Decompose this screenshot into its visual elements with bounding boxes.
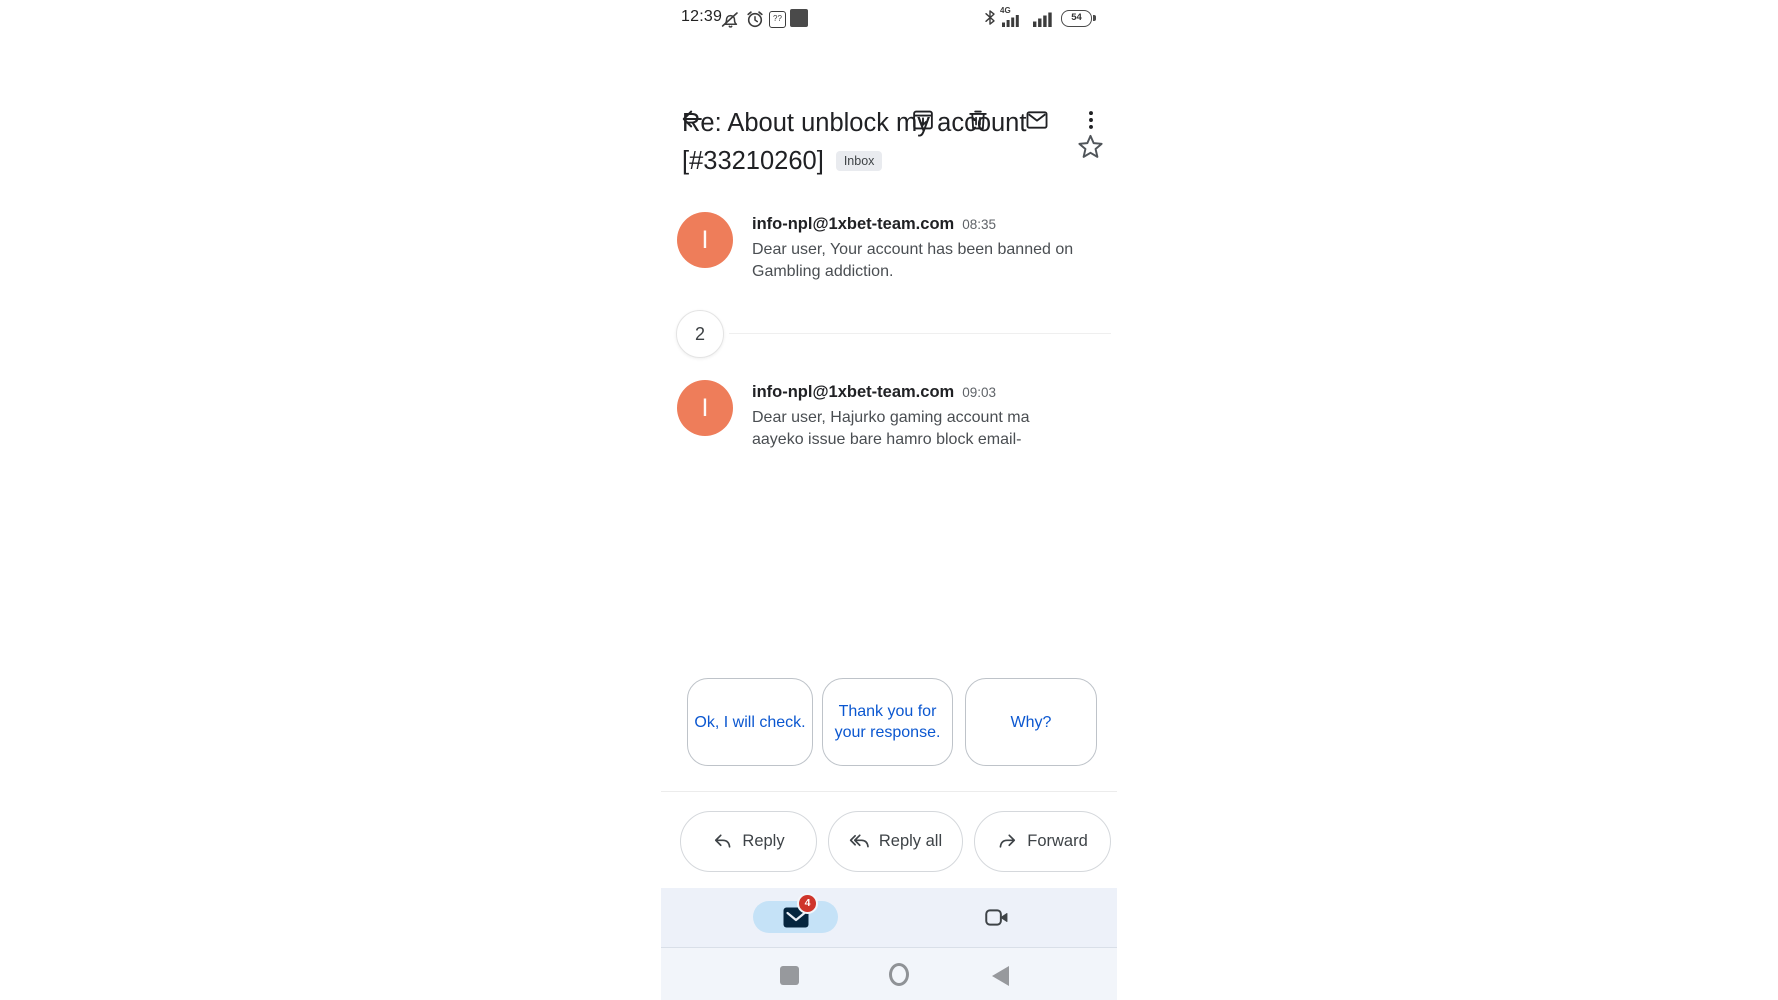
unread-count-badge: 4 [797, 893, 818, 914]
message-time: 09:03 [962, 385, 996, 400]
message-row[interactable] [677, 380, 1101, 450]
tab-meet[interactable] [977, 897, 1017, 937]
forward-label: Forward [1027, 832, 1088, 850]
clock-time: 12:39 [681, 8, 723, 25]
toolbar [661, 48, 1117, 94]
forward-button[interactable] [974, 811, 1111, 872]
home-circle-icon[interactable] [889, 963, 909, 986]
network-type-label: 4G [1000, 6, 1011, 15]
signal-bars-sim2-icon [1033, 11, 1053, 27]
reply-all-label: Reply all [878, 832, 943, 850]
reply-all-button[interactable] [828, 811, 963, 872]
bluetooth-icon [983, 9, 997, 26]
phone-screen [661, 0, 1117, 1000]
app-notification-icon: ?? [769, 11, 786, 28]
battery-icon [1061, 10, 1092, 27]
battery-percent: 54 [1071, 12, 1082, 23]
reply-all-icon [849, 831, 870, 852]
video-camera-icon [985, 908, 1009, 927]
status-bar [661, 0, 1117, 36]
subject-line-1: Re: About unblock my account [682, 109, 1027, 137]
message-time: 08:35 [962, 217, 996, 232]
reply-label: Reply [742, 832, 785, 850]
recents-square-icon[interactable] [780, 966, 799, 985]
reply-button[interactable] [680, 811, 817, 872]
section-divider [661, 791, 1117, 792]
forward-icon [997, 831, 1018, 852]
back-triangle-icon[interactable] [992, 966, 1009, 986]
tab-mail[interactable] [753, 897, 838, 933]
collapsed-count-badge[interactable]: 2 [676, 310, 724, 358]
mute-icon [720, 11, 739, 28]
subject-line-2: [#33210260] [682, 147, 824, 175]
collapsed-divider-line [729, 333, 1111, 334]
inbox-label-chip: Inbox [836, 151, 883, 171]
sender-email: info-npl@1xbet-team.com [752, 215, 955, 233]
signal-bars-sim1-icon [1002, 14, 1020, 27]
smart-reply-chip[interactable]: Thank you for your response. [822, 678, 953, 766]
sender-email: info-npl@1xbet-team.com [752, 383, 955, 401]
message-snippet: Dear user, Hajurko gaming account ma aayeko issue bare hamro block email- [752, 409, 1030, 448]
reply-icon [712, 831, 733, 852]
more-options-icon[interactable] [1078, 107, 1104, 133]
alarm-icon [745, 9, 765, 29]
screenshot-icon [790, 9, 808, 27]
avatar: I [677, 380, 733, 436]
bottom-app-bar [661, 888, 1117, 947]
smart-reply-chip[interactable]: Ok, I will check. [687, 678, 813, 766]
message-snippet: Dear user, Your account has been banned on Gambling addiction. [752, 241, 1074, 280]
star-icon[interactable] [1076, 132, 1105, 161]
email-subject [682, 104, 1062, 180]
smart-reply-chip[interactable]: Why? [965, 678, 1097, 766]
avatar: I [677, 212, 733, 268]
message-row[interactable] [677, 212, 1101, 282]
